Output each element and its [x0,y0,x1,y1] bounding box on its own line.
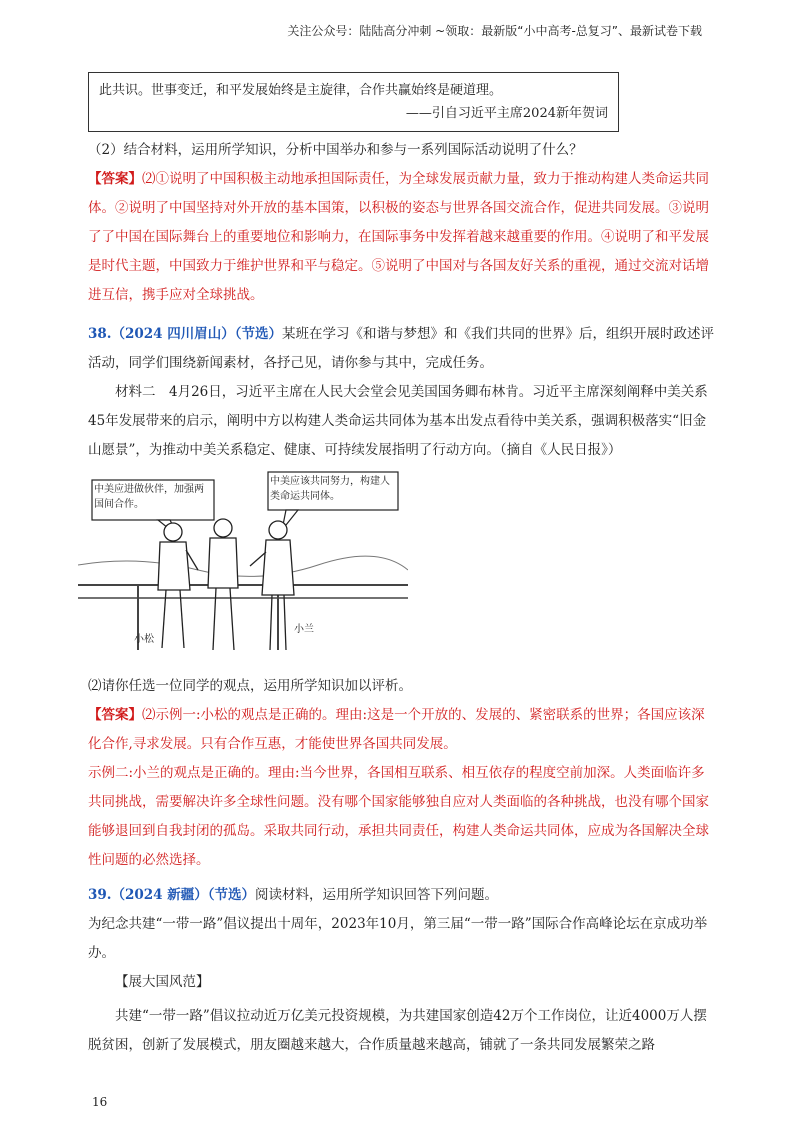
q38-intro: 某班在学习《和谐与梦想》和《我们共同的世界》后，组织开展时政述评活动，同学们围绕新闻素材，各抒己见，请你参与其中，完成任务。 [88,326,715,371]
q39-label: 39.（2024 新疆）（节选） [88,887,256,903]
q38-intro-block [88,320,714,378]
q38-answer-tag: 【答案】 [88,707,142,723]
label-xiaolan: 小兰 [294,624,314,635]
q38-question: ⑵请你任选一位同学的观点，运用所学知识加以评析。 [88,678,412,694]
student-middle-figure [208,519,238,650]
q38-label: 38.（2024 四川眉山）（节选） [88,326,283,342]
q39-heading: 【展大国风范】 [115,974,210,990]
page-header: 关注公众号：陆陆高分冲刺 ~领取：最新版“小中高考-总复习”、最新试卷下载 [287,24,702,38]
q38-material: 材料二 4月26日，习近平主席在人民大会堂会见美国国务卿布林肯。习近平主席深刻阐释中美关系45年发展带来的启示，阐明中方以构建人类命运共同体为基本出发点看待中美关系，强调积极落实“旧金山愿景”，为推动中美关系稳定、健康、可持续发展指明了行动方向。（摘自《人民日报》） [88,384,708,458]
q38-answer1-text: ⑵示例一:小松的观点是正确的。理由:这是一个开放的、发展的、紧密联系的世界；各国应该深化合作,寻求发展。只有合作互惠，才能使世界各国共同发展。 [88,707,705,752]
q2-answer-text: ⑵①说明了中国积极主动地承担国际责任，为全球发展贡献力量，致力于推动构建人类命运共同体。②说明了中国坚持对外开放的基本国策，以积极的姿态与世界各国交流合作，促进共同发展。③说明了了中国在国际舞台上的重要地位和影响力，在国际事务中发挥着越来越重要的作用。④说明了和平发展是时代主题，中国致力于维护世界和平与稳定。⑤说明了中国对与各国友好关系的重视，通过交流对话增进互信，携手应对全球挑战。 [88,171,709,303]
q2-question: （2）结合材料，运用所学知识，分析中国举办和参与一系列国际活动说明了什么？ [88,142,583,158]
q38-answer-example-2: 示例二:小兰的观点是正确的。理由:当今世界，各国相互联系、相互依存的程度空前加深。人类面临许多共同挑战，需要解决许多全球性问题。没有哪个国家能够独自应对人类面临的各种挑战，也没有哪个国家能够退回到自我封闭的孤岛。采取共同行动，承担共同责任，构建人类命运共同体，应成为各国解决全球性问题的必然选择。 [88,765,709,868]
q2-answer [88,165,714,310]
label-xiaosong: 小松 [134,634,154,645]
q39-para2: 共建“一带一路”倡议拉动近万亿美元投资规模，为共建国家创造42万个工作岗位，让近4000万人摆脱贫困，创新了发展模式，朋友圈越来越大，合作质量越来越高，铺就了一条共同发展繁荣之路 [88,1008,707,1053]
quote-source: ——引自习近平主席2024新年贺词 [405,106,608,121]
q2-answer-tag: 【答案】 [88,171,142,187]
q38-answer-example-1 [88,701,714,759]
q39-intro-block [88,881,714,910]
q39-para1: 为纪念共建“一带一路”倡议提出十周年，2023年10月，第三届“一带一路”国际合作高峰论坛在京成功举办。 [88,916,708,961]
cartoon-illustration [78,470,408,670]
left-bubble-text: 中美应进做伙伴，加强两国间合作。 [94,484,204,510]
q39-intro: 阅读材料，运用所学知识回答下列问题。 [255,887,499,903]
page-number: 16 [92,1095,108,1109]
quote-text: 此共识。世事变迁，和平发展始终是主旋律，合作共赢始终是硬道理。 [99,83,503,98]
quote-box [88,72,619,132]
right-bubble-text: 中美应该共同努力，构建人类命运共同体。 [270,476,390,502]
